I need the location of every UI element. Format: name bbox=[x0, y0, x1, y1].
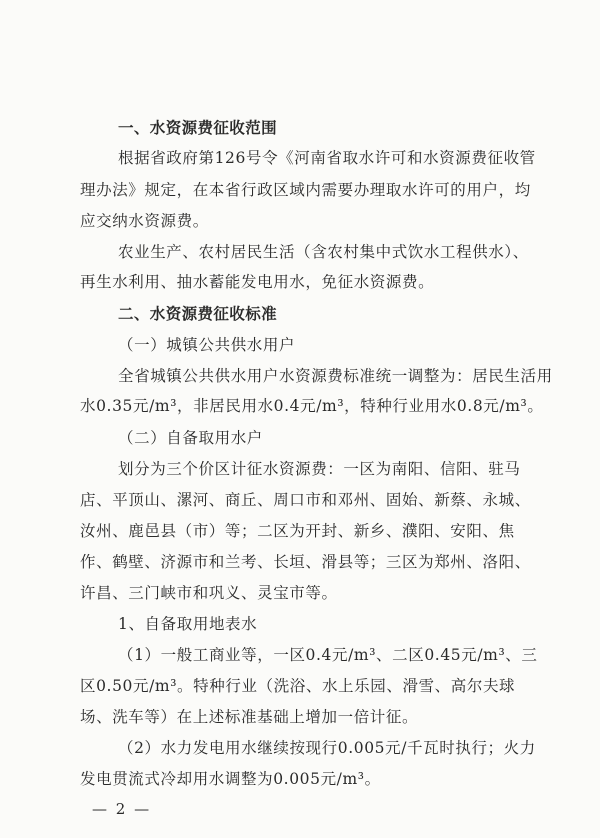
paragraph-line: 汝州、鹿邑县（市）等；二区为开封、新乡、濮阳、安阳、焦 bbox=[80, 522, 515, 540]
paragraph-line: 再生水利用、抽水蓄能发电用水，免征水资源费。 bbox=[80, 273, 435, 291]
paragraph-line: 全省城镇公共供水用户水资源费标准统一调整为：居民生活用 bbox=[118, 367, 553, 385]
paragraph-line: （2）水力发电用水继续按现行0.005元/千瓦时执行；火力 bbox=[118, 739, 536, 757]
paragraph-line: 作、鹤壁、济源市和兰考、长垣、滑县等；三区为郑州、洛阳、 bbox=[80, 553, 531, 571]
paragraph-line: 应交纳水资源费。 bbox=[80, 212, 209, 230]
paragraph-line: 农业生产、农村居民生活（含农村集中式饮水工程供水）、 bbox=[118, 243, 529, 261]
paragraph-line: 区0.50元/m³。特种行业（洗浴、水上乐园、滑雪、高尔夫球 bbox=[80, 677, 516, 695]
page-number: — 2 — bbox=[92, 800, 152, 818]
paragraph-line: 水0.35元/m³，非居民用水0.4元/m³，特种行业用水0.8元/m³。 bbox=[80, 397, 544, 415]
subsection-heading: （二）自备取用水户 bbox=[118, 429, 263, 447]
paragraph-line: 店、平顶山、漯河、商丘、周口市和邓州、固始、新蔡、永城、 bbox=[80, 491, 531, 509]
paragraph-line: 根据省政府第126号令《河南省取水许可和水资源费征收管 bbox=[118, 149, 536, 167]
paragraph-line: 划分为三个价区计征水资源费：一区为南阳、信阳、驻马 bbox=[118, 460, 521, 478]
paragraph-line: （1）一般工商业等，一区0.4元/m³、二区0.45元/m³、三 bbox=[118, 646, 538, 664]
paragraph-line: 发电贯流式冷却用水调整为0.005元/m³。 bbox=[80, 770, 381, 788]
paragraph-line: 场、洗车等）在上述标准基础上增加一倍计征。 bbox=[80, 708, 419, 726]
paragraph-line: 许昌、三门峡市和巩义、灵宝市等。 bbox=[80, 584, 338, 602]
section-heading-1: 一、水资源费征收范围 bbox=[118, 119, 278, 137]
paragraph-line: 理办法》规定，在本省行政区域内需要办理取水许可的用户，均 bbox=[80, 181, 531, 199]
subsection-heading: 1、自备取用地表水 bbox=[118, 615, 258, 633]
section-heading-2: 二、水资源费征收标准 bbox=[118, 305, 278, 323]
subsection-heading: （一）城镇公共供水用户 bbox=[118, 336, 296, 354]
